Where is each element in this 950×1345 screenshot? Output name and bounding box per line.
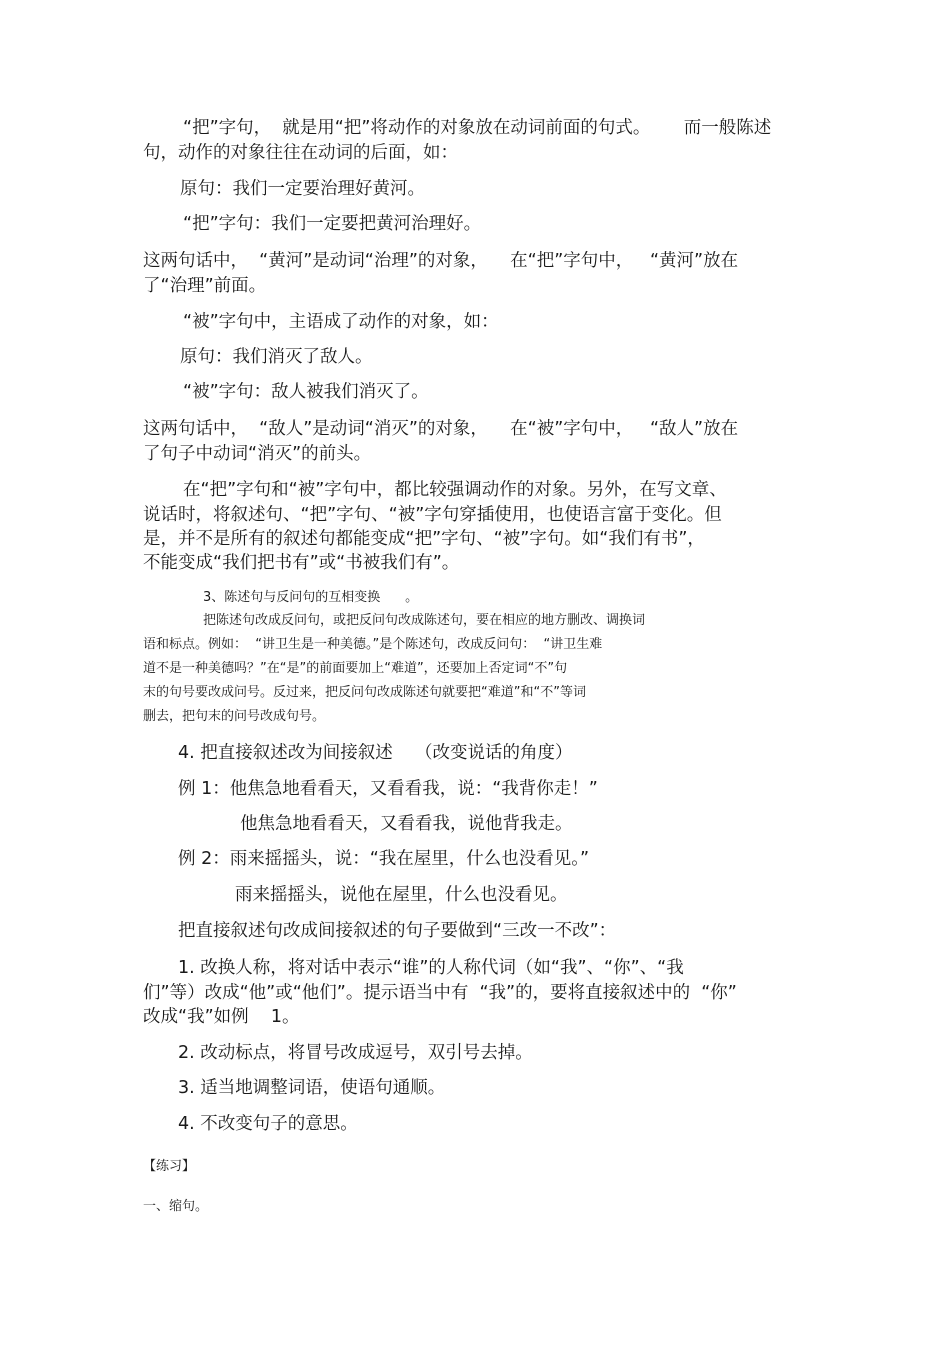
text-line: 说话时，将叙述句、“把”字句、“被”字句穿插使用，也使语言富于变化。但 bbox=[143, 505, 722, 525]
text-line: 雨来摇摇头，说他在屋里，什么也没看见。 bbox=[235, 885, 568, 905]
text-line: 原句：我们一定要治理好黄河。 bbox=[180, 179, 425, 199]
text-line: 句，动作的对象往往在动词的后面，如： bbox=[143, 143, 458, 163]
text-line: 3. 适当地调整词语，使语句通顺。 bbox=[178, 1078, 446, 1098]
text-line: 在“把”字句和“被”字句中，都比较强调动作的对象。另外，在写文章、 bbox=[183, 480, 727, 500]
text-line: 把直接叙述句改成间接叙述的句子要做到“三改一不改”： bbox=[178, 921, 617, 941]
exercise-heading: 【练习】 bbox=[143, 1159, 196, 1174]
text-line: 语和标点。例如： “讲卫生是一种美德。”是个陈述句，改成反问句： “讲卫生难 bbox=[143, 637, 603, 652]
text-line: “被”字句中，主语成了动作的对象，如： bbox=[183, 312, 499, 332]
text-line: 了句子中动词“消灭”的前头。 bbox=[143, 444, 372, 464]
text-line: 是，并不是所有的叙述句都能变成“把”字句、“被”字句。如“我们有书”， bbox=[143, 529, 705, 549]
text-line: 1. 改换人称，将对话中表示“谁”的人称代词（如“我”、“你”、“我 bbox=[178, 958, 684, 978]
text-line: 了“治理”前面。 bbox=[143, 276, 267, 296]
text-line: 例 1：他焦急地看看天，又看看我，说：“我背你走！” bbox=[178, 779, 598, 799]
exercise-item: 一、缩句。 bbox=[143, 1199, 209, 1214]
text-line: 末的句号要改成问号。反过来，把反问句改成陈述句就要把“难道”和“不”等词 bbox=[143, 685, 586, 700]
text-line: 们”等）改成“他”或“他们”。提示语当中有 “我”的，要将直接叙述中的 “你” bbox=[143, 983, 737, 1003]
text-line: 这两句话中， “黄河”是动词“治理”的对象， 在“把”字句中， “黄河”放在 bbox=[143, 251, 739, 271]
text-line: 他焦急地看看天，又看看我，说他背我走。 bbox=[240, 814, 573, 834]
section-heading: 3、陈述句与反问句的互相变换 。 bbox=[203, 590, 419, 605]
text-line: 删去，把句末的问号改成句号。 bbox=[143, 709, 326, 724]
text-line: 道不是一种美德吗？”在“是”的前面要加上“难道”，还要加上否定词“不”句 bbox=[143, 661, 568, 676]
text-line: 原句：我们消灭了敌人。 bbox=[180, 347, 373, 367]
section-heading: 4. 把直接叙述改为间接叙述 （改变说话的角度） bbox=[178, 743, 573, 763]
text-line: 例 2：雨来摇摇头，说：“我在屋里，什么也没看见。” bbox=[178, 849, 590, 869]
text-line: 不能变成“我们把书有”或“书被我们有”。 bbox=[143, 553, 460, 573]
text-line: 把陈述句改成反问句，或把反问句改成陈述句，要在相应的地方删改、调换词 bbox=[203, 613, 646, 628]
text-line: 4. 不改变句子的意思。 bbox=[178, 1114, 358, 1134]
text-line: “被”字句：敌人被我们消灭了。 bbox=[183, 382, 429, 402]
text-line: 这两句话中， “敌人”是动词“消灭”的对象， 在“被”字句中， “敌人”放在 bbox=[143, 419, 739, 439]
text-line: 2. 改动标点，将冒号改成逗号，双引号去掉。 bbox=[178, 1043, 533, 1063]
text-line: 改成“我”如例 1。 bbox=[143, 1007, 300, 1027]
text-line: “把”字句， 就是用“把”将动作的对象放在动词前面的句式。 而一般陈述 bbox=[183, 118, 772, 138]
text-line: “把”字句：我们一定要把黄河治理好。 bbox=[183, 214, 482, 234]
